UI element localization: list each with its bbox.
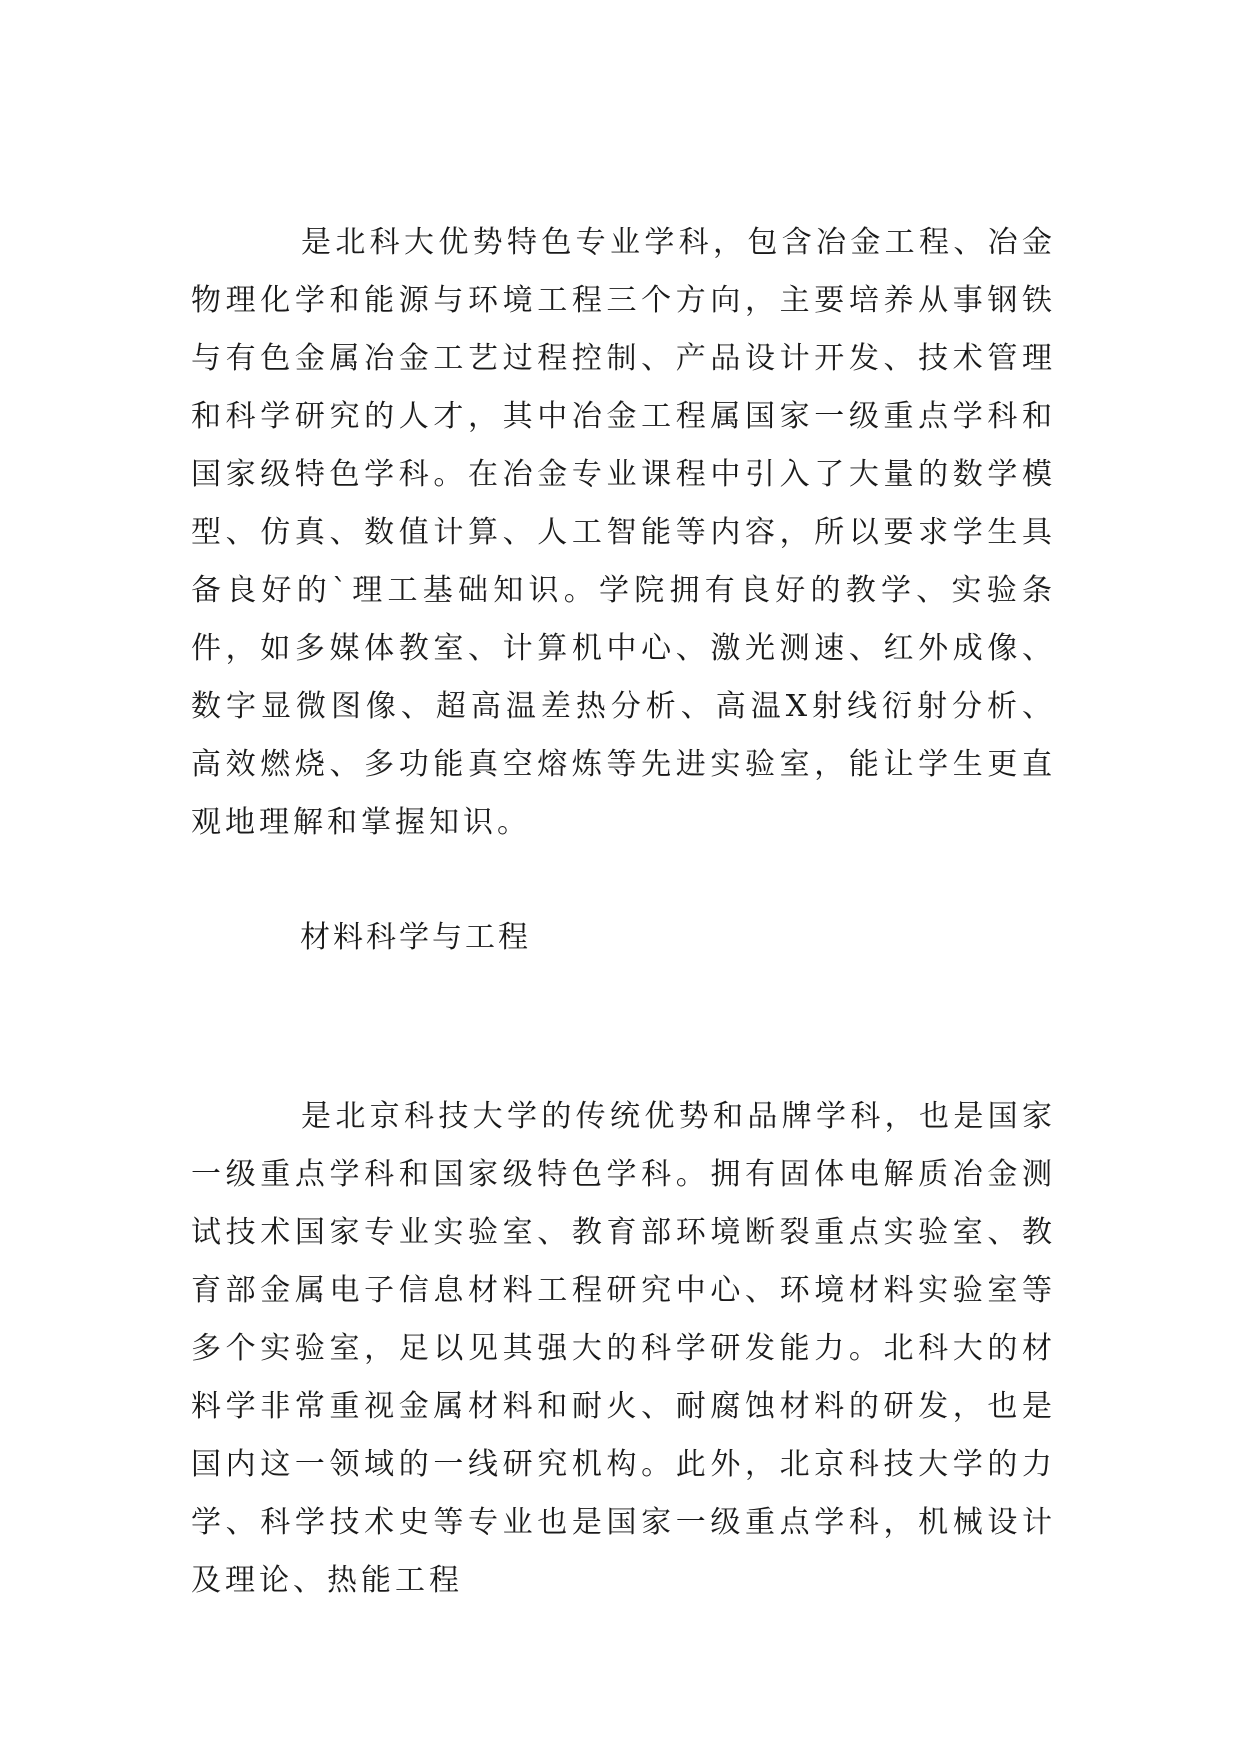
metallurgy-paragraph: 是北科大优势特色专业学科，包含冶金工程、冶金物理化学和能源与环境工程三个方向，主要培养从事钢铁与有色金属冶金工艺过程控制、产品设计开发、技术管理和科学研究的人才，其中冶金工程属国家一级重点学科和国家级特色学科。在冶金专业课程中引入了大量的数学模型、仿真、数值计算、人工智能等内容，所以要求学生具备良好的`理工基础知识。学院拥有良好的教学、实验条件，如多媒体教室、计算机中心、激光测速、红外成像、数字显微图像、超高温差热分析、高温X射线衍射分析、高效燃烧、多功能真空熔炼等先进实验室，能让学生更直观地理解和掌握知识。 — [191, 225, 1056, 840]
section-heading: 材料科学与工程 — [300, 920, 531, 955]
materials-paragraph: 是北京科技大学的传统优势和品牌学科，也是国家一级重点学科和国家级特色学科。拥有固体电解质冶金测试技术国家专业实验室、教育部环境断裂重点实验室、教育部金属电子信息材料工程研究中心、环境材料实验室等多个实验室，足以见其强大的科学研发能力。北科大的材料学非常重视金属材料和耐火、耐腐蚀材料的研发，也是国内这一领域的一线研究机构。此外，北京科技大学的力学、科学技术史等专业也是国家一级重点学科，机械设计及理论、热能工程 — [191, 1099, 1056, 1598]
